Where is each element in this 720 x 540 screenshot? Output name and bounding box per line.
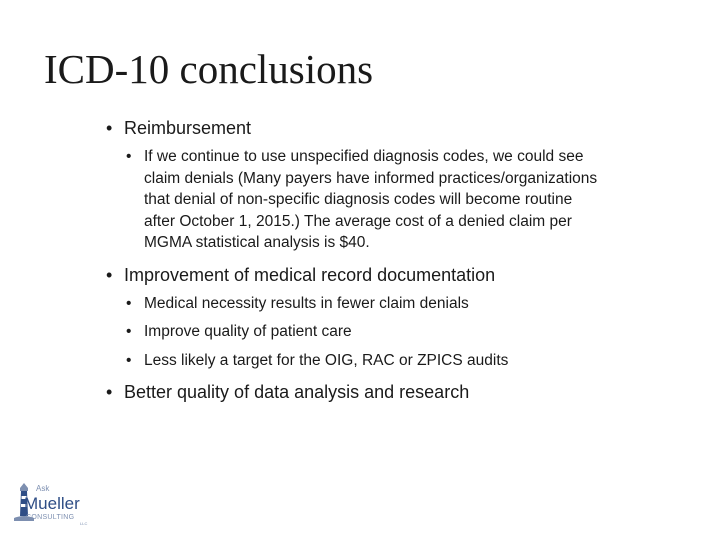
sub-bullet-list — [126, 293, 606, 372]
sub-bullet-text: Less likely a target for the OIG, RAC or ZPICS audits — [144, 351, 509, 369]
bullet-list — [106, 116, 606, 404]
sub-bullet — [126, 321, 606, 343]
logo-suffix: LLC — [80, 521, 88, 526]
logo-tag: CONSULTING — [26, 514, 75, 521]
bullet-icon: • — [126, 294, 132, 312]
sub-bullet-list — [126, 146, 606, 254]
bullet-text: Better quality of data analysis and research — [124, 382, 470, 402]
logo-name: Mueller — [24, 494, 80, 513]
bullet-data-quality — [106, 380, 606, 404]
bullet-documentation — [106, 263, 606, 372]
bullet-text: Improvement of medical record documentation — [124, 264, 496, 285]
slide-title: ICD-10 conclusions — [44, 46, 374, 92]
bullet-icon: • — [106, 118, 113, 138]
bullet-icon: • — [126, 351, 132, 369]
sub-bullet-text: If we continue to use unspecified diagnosis codes, we could see claim denials (Many payers have informed practices/organizations that denial of non-specific diagnosis codes will become routine after October 1, 2015.) The average cost of a denied claim per MGMA statistical analysis is $40. — [144, 148, 598, 251]
bullet-icon: • — [126, 148, 132, 165]
sub-bullet-text: Improve quality of patient care — [144, 323, 352, 340]
bullet-reimbursement — [106, 116, 606, 254]
sub-bullet — [126, 293, 606, 315]
bullet-icon: • — [126, 323, 132, 340]
sub-bullet — [126, 146, 606, 254]
bullet-icon: • — [106, 264, 113, 285]
bullet-icon: • — [106, 382, 113, 402]
sub-bullet-text: Medical necessity results in fewer claim denials — [144, 294, 469, 312]
sub-bullet — [126, 350, 606, 372]
company-logo — [12, 478, 94, 528]
logo-ask: Ask — [36, 484, 50, 493]
bullet-text: Reimbursement — [124, 118, 252, 138]
